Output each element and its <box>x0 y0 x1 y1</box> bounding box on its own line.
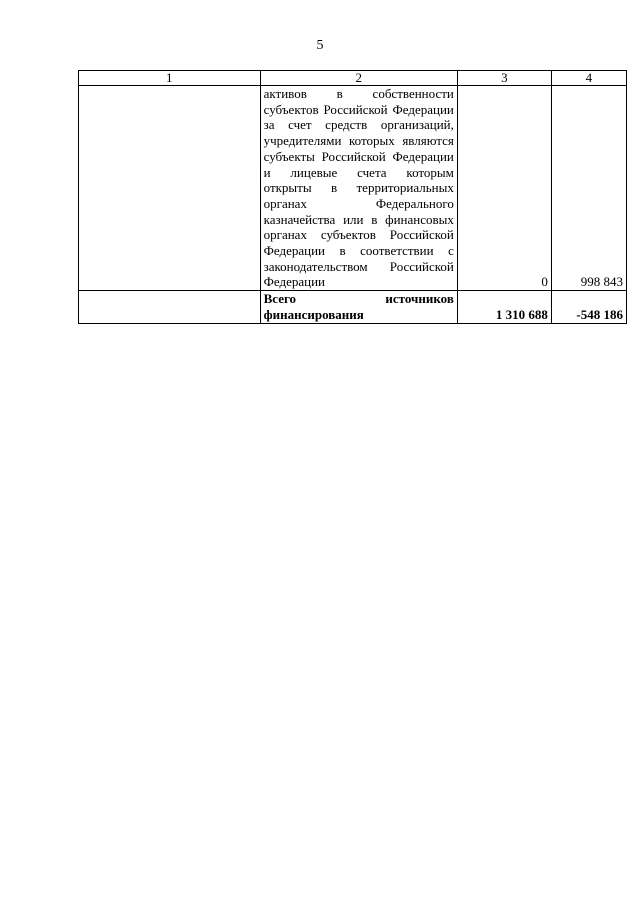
total-code-cell <box>79 291 261 323</box>
total-description-cell: Всего источников финансирования <box>260 291 457 323</box>
financing-sources-table <box>78 70 627 324</box>
table-row <box>79 86 627 291</box>
row-value-3-cell: 0 <box>457 86 551 291</box>
total-value-3-cell: 1 310 688 <box>457 291 551 323</box>
total-value-4-cell: -548 186 <box>551 291 626 323</box>
table-header-row <box>79 71 627 86</box>
table-row-total <box>79 291 627 323</box>
row-description-cell: активов в собственности субъектов Российской Федерации за счет средств организаций, учредителями которых являются субъекты Российской Федерации и лицевые счета которым открыты в территориальных органах Федерального казначейства или в финансовых органах субъектов Российской Федерации в соответствии с законодательством Российской Федерации <box>260 86 457 291</box>
column-header-1: 1 <box>79 71 261 86</box>
row-value-4-cell: 998 843 <box>551 86 626 291</box>
column-header-2: 2 <box>260 71 457 86</box>
column-header-4: 4 <box>551 71 626 86</box>
column-header-3: 3 <box>457 71 551 86</box>
page-number: 5 <box>316 38 324 53</box>
row-code-cell <box>79 86 261 291</box>
